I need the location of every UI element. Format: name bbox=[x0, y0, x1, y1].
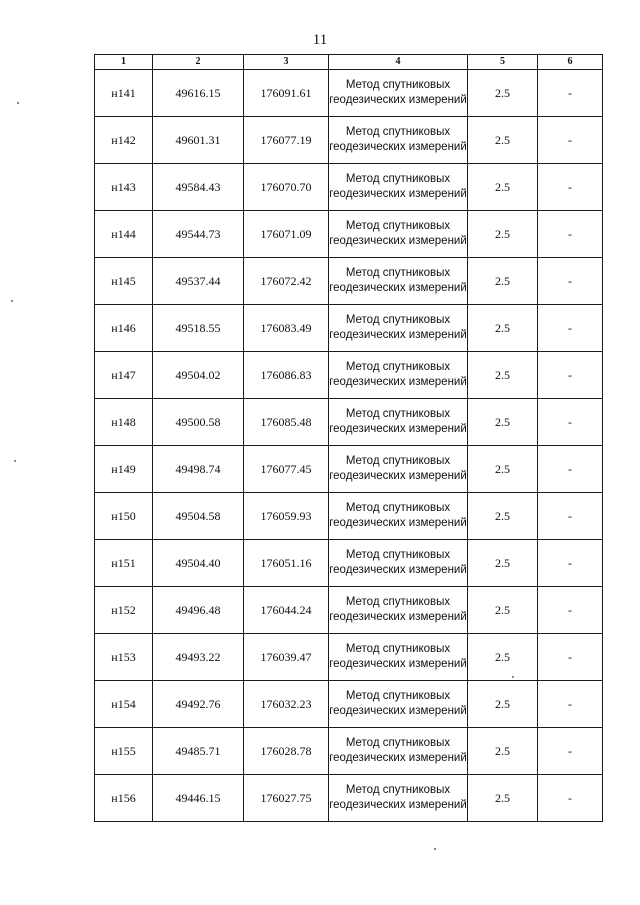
point-id-cell: н144 bbox=[95, 211, 153, 258]
table-row bbox=[95, 634, 603, 681]
point-id-cell: н154 bbox=[95, 681, 153, 728]
point-id-cell: н149 bbox=[95, 446, 153, 493]
method-cell: Метод спутниковых геодезических измерений bbox=[329, 493, 468, 540]
x-coordinate-cell: 49601.31 bbox=[153, 117, 244, 164]
accuracy-cell: 2.5 bbox=[468, 493, 538, 540]
x-coordinate-cell: 49584.43 bbox=[153, 164, 244, 211]
accuracy-cell: 2.5 bbox=[468, 775, 538, 822]
y-coordinate-cell: 176028.78 bbox=[244, 728, 329, 775]
accuracy-cell: 2.5 bbox=[468, 587, 538, 634]
y-coordinate-cell: 176085.48 bbox=[244, 399, 329, 446]
point-id-cell: н152 bbox=[95, 587, 153, 634]
accuracy-cell: 2.5 bbox=[468, 117, 538, 164]
accuracy-cell: 2.5 bbox=[468, 681, 538, 728]
y-coordinate-cell: 176039.47 bbox=[244, 634, 329, 681]
table-row bbox=[95, 258, 603, 305]
method-cell: Метод спутниковых геодезических измерений bbox=[329, 446, 468, 493]
x-coordinate-cell: 49496.48 bbox=[153, 587, 244, 634]
description-cell: - bbox=[538, 258, 603, 305]
description-cell: - bbox=[538, 634, 603, 681]
point-id-cell: н148 bbox=[95, 399, 153, 446]
x-coordinate-cell: 49518.55 bbox=[153, 305, 244, 352]
accuracy-cell: 2.5 bbox=[468, 70, 538, 117]
scan-speck bbox=[14, 460, 16, 462]
method-cell: Метод спутниковых геодезических измерений bbox=[329, 775, 468, 822]
y-coordinate-cell: 176083.49 bbox=[244, 305, 329, 352]
method-cell: Метод спутниковых геодезических измерений bbox=[329, 587, 468, 634]
coordinates-table bbox=[94, 54, 603, 822]
point-id-cell: н142 bbox=[95, 117, 153, 164]
method-cell: Метод спутниковых геодезических измерений bbox=[329, 117, 468, 164]
accuracy-cell: 2.5 bbox=[468, 258, 538, 305]
y-coordinate-cell: 176071.09 bbox=[244, 211, 329, 258]
method-cell: Метод спутниковых геодезических измерений bbox=[329, 164, 468, 211]
x-coordinate-cell: 49616.15 bbox=[153, 70, 244, 117]
table-row bbox=[95, 70, 603, 117]
x-coordinate-cell: 49492.76 bbox=[153, 681, 244, 728]
description-cell: - bbox=[538, 493, 603, 540]
method-cell: Метод спутниковых геодезических измерений bbox=[329, 728, 468, 775]
x-coordinate-cell: 49485.71 bbox=[153, 728, 244, 775]
y-coordinate-cell: 176077.45 bbox=[244, 446, 329, 493]
y-coordinate-cell: 176051.16 bbox=[244, 540, 329, 587]
table-row bbox=[95, 681, 603, 728]
y-coordinate-cell: 176027.75 bbox=[244, 775, 329, 822]
point-id-cell: н155 bbox=[95, 728, 153, 775]
method-cell: Метод спутниковых геодезических измерений bbox=[329, 540, 468, 587]
table-row bbox=[95, 164, 603, 211]
y-coordinate-cell: 176044.24 bbox=[244, 587, 329, 634]
method-cell: Метод спутниковых геодезических измерений bbox=[329, 211, 468, 258]
scan-speck bbox=[11, 300, 13, 302]
x-coordinate-cell: 49504.40 bbox=[153, 540, 244, 587]
accuracy-cell: 2.5 bbox=[468, 634, 538, 681]
description-cell: - bbox=[538, 117, 603, 164]
table-row bbox=[95, 493, 603, 540]
column-header-1: 1 bbox=[95, 55, 153, 70]
table-row bbox=[95, 399, 603, 446]
x-coordinate-cell: 49500.58 bbox=[153, 399, 244, 446]
accuracy-cell: 2.5 bbox=[468, 352, 538, 399]
table-row bbox=[95, 540, 603, 587]
description-cell: - bbox=[538, 446, 603, 493]
description-cell: - bbox=[538, 164, 603, 211]
point-id-cell: н146 bbox=[95, 305, 153, 352]
point-id-cell: н141 bbox=[95, 70, 153, 117]
column-header-4: 4 bbox=[329, 55, 468, 70]
method-cell: Метод спутниковых геодезических измерений bbox=[329, 258, 468, 305]
point-id-cell: н150 bbox=[95, 493, 153, 540]
column-header-6: 6 bbox=[538, 55, 603, 70]
x-coordinate-cell: 49504.02 bbox=[153, 352, 244, 399]
y-coordinate-cell: 176032.23 bbox=[244, 681, 329, 728]
y-coordinate-cell: 176059.93 bbox=[244, 493, 329, 540]
description-cell: - bbox=[538, 587, 603, 634]
x-coordinate-cell: 49537.44 bbox=[153, 258, 244, 305]
accuracy-cell: 2.5 bbox=[468, 211, 538, 258]
x-coordinate-cell: 49446.15 bbox=[153, 775, 244, 822]
y-coordinate-cell: 176077.19 bbox=[244, 117, 329, 164]
page-number: 11 bbox=[312, 32, 328, 48]
point-id-cell: н143 bbox=[95, 164, 153, 211]
method-cell: Метод спутниковых геодезических измерений bbox=[329, 305, 468, 352]
table-row bbox=[95, 728, 603, 775]
accuracy-cell: 2.5 bbox=[468, 540, 538, 587]
accuracy-cell: 2.5 bbox=[468, 446, 538, 493]
column-header-2: 2 bbox=[153, 55, 244, 70]
y-coordinate-cell: 176091.61 bbox=[244, 70, 329, 117]
column-header-3: 3 bbox=[244, 55, 329, 70]
y-coordinate-cell: 176086.83 bbox=[244, 352, 329, 399]
scan-speck bbox=[512, 676, 514, 678]
table-row bbox=[95, 587, 603, 634]
x-coordinate-cell: 49504.58 bbox=[153, 493, 244, 540]
table-body bbox=[95, 70, 603, 822]
description-cell: - bbox=[538, 305, 603, 352]
accuracy-cell: 2.5 bbox=[468, 164, 538, 211]
point-id-cell: н151 bbox=[95, 540, 153, 587]
header-row bbox=[95, 55, 603, 70]
table-row bbox=[95, 352, 603, 399]
method-cell: Метод спутниковых геодезических измерений bbox=[329, 399, 468, 446]
accuracy-cell: 2.5 bbox=[468, 728, 538, 775]
x-coordinate-cell: 49544.73 bbox=[153, 211, 244, 258]
scan-speck bbox=[17, 102, 19, 104]
table-row bbox=[95, 117, 603, 164]
description-cell: - bbox=[538, 399, 603, 446]
scan-speck bbox=[434, 848, 436, 850]
y-coordinate-cell: 176070.70 bbox=[244, 164, 329, 211]
description-cell: - bbox=[538, 775, 603, 822]
x-coordinate-cell: 49493.22 bbox=[153, 634, 244, 681]
description-cell: - bbox=[538, 70, 603, 117]
table-header bbox=[95, 55, 603, 70]
description-cell: - bbox=[538, 540, 603, 587]
point-id-cell: н145 bbox=[95, 258, 153, 305]
table-row bbox=[95, 305, 603, 352]
table-row bbox=[95, 211, 603, 258]
accuracy-cell: 2.5 bbox=[468, 305, 538, 352]
description-cell: - bbox=[538, 728, 603, 775]
point-id-cell: н153 bbox=[95, 634, 153, 681]
method-cell: Метод спутниковых геодезических измерений bbox=[329, 634, 468, 681]
table-row bbox=[95, 446, 603, 493]
point-id-cell: н147 bbox=[95, 352, 153, 399]
description-cell: - bbox=[538, 211, 603, 258]
table-row bbox=[95, 775, 603, 822]
method-cell: Метод спутниковых геодезических измерений bbox=[329, 681, 468, 728]
description-cell: - bbox=[538, 681, 603, 728]
column-header-5: 5 bbox=[468, 55, 538, 70]
description-cell: - bbox=[538, 352, 603, 399]
y-coordinate-cell: 176072.42 bbox=[244, 258, 329, 305]
method-cell: Метод спутниковых геодезических измерений bbox=[329, 352, 468, 399]
method-cell: Метод спутниковых геодезических измерений bbox=[329, 70, 468, 117]
x-coordinate-cell: 49498.74 bbox=[153, 446, 244, 493]
point-id-cell: н156 bbox=[95, 775, 153, 822]
accuracy-cell: 2.5 bbox=[468, 399, 538, 446]
